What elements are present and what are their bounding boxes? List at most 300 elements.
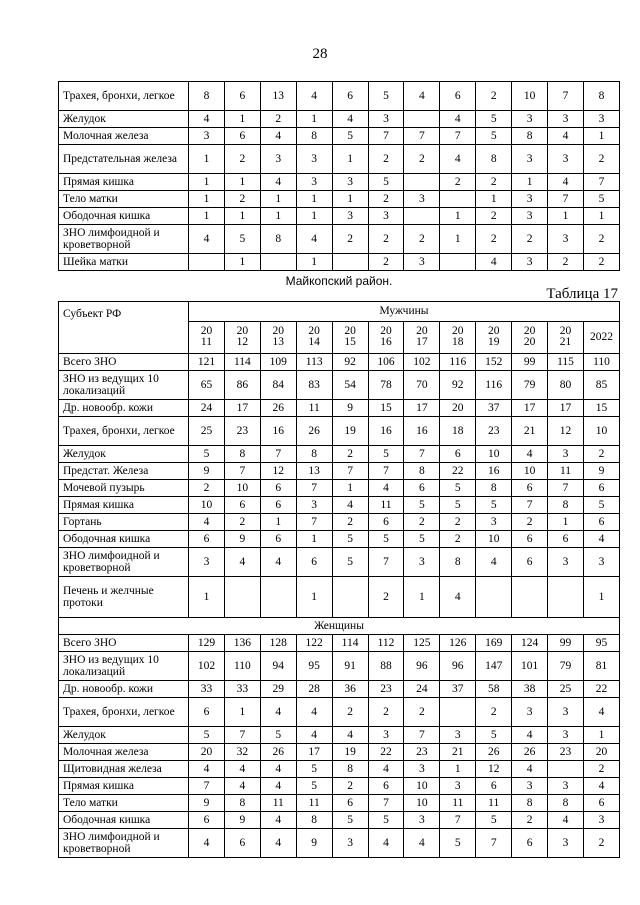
- table-row: [59, 82, 620, 111]
- table-cell: 124: [512, 635, 548, 652]
- table-cell: 8: [512, 128, 548, 145]
- table-cell: 169: [476, 635, 512, 652]
- table-cell: 23: [224, 417, 260, 446]
- row-label: Печень и желчные протоки: [59, 577, 189, 618]
- table-cell: 2: [476, 225, 512, 254]
- table-cell: 1: [189, 191, 225, 208]
- table-cell: 3: [332, 208, 368, 225]
- table-cell: 4: [189, 225, 225, 254]
- table-cell: 3: [583, 812, 619, 829]
- table-cell: 2: [476, 208, 512, 225]
- table-cell: 3: [548, 446, 584, 463]
- table-cell: 5: [332, 128, 368, 145]
- table-cell: 1: [296, 191, 332, 208]
- table-cell: 1: [440, 208, 476, 225]
- year-header: [404, 321, 440, 354]
- table-row: [59, 531, 620, 548]
- table-row: [59, 208, 620, 225]
- table-cell: 5: [368, 82, 404, 111]
- table-cell: 23: [404, 744, 440, 761]
- table-cell: 4: [260, 128, 296, 145]
- table-row: [59, 548, 620, 577]
- row-label: Др. новообр. кожи: [59, 400, 189, 417]
- table-cell: 7: [368, 795, 404, 812]
- table-row: [59, 812, 620, 829]
- year-header: [548, 321, 584, 354]
- table-cell: 2: [332, 446, 368, 463]
- table-row: [59, 497, 620, 514]
- row-label: Гортань: [59, 514, 189, 531]
- table-cell: 1: [260, 514, 296, 531]
- table-row: [59, 174, 620, 191]
- men-header: Мужчины: [189, 302, 620, 322]
- table-cell: 4: [260, 548, 296, 577]
- table-cell: 15: [368, 400, 404, 417]
- table-cell: 4: [368, 761, 404, 778]
- year-line-1: 20: [308, 325, 320, 338]
- table-cell: 5: [296, 761, 332, 778]
- table-cell: 8: [512, 795, 548, 812]
- table-cell: 24: [189, 400, 225, 417]
- table-cell: 5: [476, 812, 512, 829]
- table-cell: 13: [296, 463, 332, 480]
- table-cell: 2: [404, 225, 440, 254]
- table-cell: 122: [296, 635, 332, 652]
- table-cell: 2: [583, 145, 619, 174]
- table-cell: 8: [583, 82, 619, 111]
- table-cell: 95: [583, 635, 619, 652]
- table-cell: 2: [583, 254, 619, 271]
- table-cell: 83: [296, 371, 332, 400]
- year-line-2: 12: [236, 336, 249, 349]
- table-cell: 10: [476, 446, 512, 463]
- table-cell: 7: [512, 497, 548, 514]
- table-cell: 28: [296, 681, 332, 698]
- table-cell: 2: [332, 778, 368, 795]
- table-cell: 6: [512, 548, 548, 577]
- table-cell: 4: [189, 761, 225, 778]
- table-cell: 3: [404, 761, 440, 778]
- table-row: [59, 577, 620, 618]
- table-cell: 7: [332, 463, 368, 480]
- table-cell: 25: [548, 681, 584, 698]
- table-cell: 3: [583, 548, 619, 577]
- table-cell: 3: [548, 548, 584, 577]
- table-cell: 3: [512, 778, 548, 795]
- year-header: [260, 321, 296, 354]
- table-cell: 26: [260, 400, 296, 417]
- table-row: [59, 829, 620, 858]
- table-cell: 8: [548, 497, 584, 514]
- table-cell: 8: [260, 225, 296, 254]
- table-cell: 2: [440, 174, 476, 191]
- table-cell: 22: [368, 744, 404, 761]
- table-cell: 2: [404, 698, 440, 727]
- table-cell: 9: [224, 531, 260, 548]
- table-cell: 91: [332, 652, 368, 681]
- table-cell: [440, 191, 476, 208]
- table-row: [59, 681, 620, 698]
- table-row: [59, 635, 620, 652]
- table-cell: 8: [296, 446, 332, 463]
- table-cell: 88: [368, 652, 404, 681]
- table-cell: 1: [224, 208, 260, 225]
- table-cell: 1: [260, 208, 296, 225]
- table-cell: 6: [189, 698, 225, 727]
- row-label: Шейка матки: [59, 254, 189, 271]
- table-cell: 4: [512, 446, 548, 463]
- table-cell: 10: [189, 497, 225, 514]
- table-cell: 5: [368, 812, 404, 829]
- table-cell: 2: [404, 145, 440, 174]
- table-cell: 4: [189, 514, 225, 531]
- table-cell: 5: [476, 111, 512, 128]
- table-cell: 3: [583, 111, 619, 128]
- row-label: ЗНО лимфоидной и кроветворной: [59, 829, 189, 858]
- table-number: Таблица 17: [546, 286, 618, 302]
- table-cell: [332, 577, 368, 618]
- table-cell: 2: [583, 761, 619, 778]
- table-cell: 5: [332, 548, 368, 577]
- table-cell: 1: [296, 254, 332, 271]
- table-cell: 8: [296, 812, 332, 829]
- table-cell: 33: [224, 681, 260, 698]
- row-label: ЗНО лимфоидной и кроветворной: [59, 225, 189, 254]
- table-cell: 96: [440, 652, 476, 681]
- year-line-2: 16: [380, 336, 392, 349]
- table-cell: 8: [189, 82, 225, 111]
- table-cell: 9: [224, 812, 260, 829]
- table-cell: [548, 761, 584, 778]
- table-cell: 11: [368, 497, 404, 514]
- table-cell: 7: [548, 82, 584, 111]
- table-cell: 2: [476, 698, 512, 727]
- table-row: [59, 514, 620, 531]
- year-line-1: 20: [272, 325, 285, 338]
- row-label: Молочная железа: [59, 128, 189, 145]
- table-cell: 5: [440, 497, 476, 514]
- table-cell: 4: [548, 128, 584, 145]
- table-cell: 10: [404, 778, 440, 795]
- table-cell: 4: [296, 727, 332, 744]
- table-cell: 2: [368, 225, 404, 254]
- table-cell: 2: [512, 225, 548, 254]
- table-cell: 10: [476, 531, 512, 548]
- table-cell: 5: [404, 531, 440, 548]
- table-cell: 1: [224, 698, 260, 727]
- table-cell: 17: [548, 400, 584, 417]
- table-cell: 1: [224, 174, 260, 191]
- table-cell: 1: [189, 174, 225, 191]
- table-cell: 1: [512, 174, 548, 191]
- table-cell: 6: [583, 795, 619, 812]
- table-cell: 102: [189, 652, 225, 681]
- table-cell: 1: [583, 577, 619, 618]
- table-cell: 6: [224, 829, 260, 858]
- table-cell: 99: [512, 354, 548, 371]
- table-cell: 3: [548, 111, 584, 128]
- table-cell: 6: [368, 514, 404, 531]
- year-header: [583, 321, 619, 354]
- table-cell: 6: [440, 82, 476, 111]
- table-cell: 6: [512, 480, 548, 497]
- table-cell: 2: [224, 191, 260, 208]
- row-label: Трахея, бронхи, легкое: [59, 82, 189, 111]
- table-cell: 4: [296, 698, 332, 727]
- table-cell: 2: [583, 446, 619, 463]
- table-cell: 16: [404, 417, 440, 446]
- table-cell: 7: [440, 128, 476, 145]
- table-cell: 7: [368, 548, 404, 577]
- table-cell: 3: [296, 497, 332, 514]
- table-cell: [440, 254, 476, 271]
- table-cell: 106: [368, 354, 404, 371]
- table-cell: 2: [332, 514, 368, 531]
- table-cell: 3: [404, 548, 440, 577]
- table-cell: 7: [404, 727, 440, 744]
- table-cell: [440, 698, 476, 727]
- table-row: [59, 778, 620, 795]
- table-cell: 4: [332, 111, 368, 128]
- table-cell: 2: [224, 514, 260, 531]
- table-cell: 29: [260, 681, 296, 698]
- table-cell: 2: [368, 145, 404, 174]
- table-cell: 5: [224, 225, 260, 254]
- row-label: ЗНО из ведущих 10 локализаций: [59, 652, 189, 681]
- row-label: ЗНО лимфоидной и кроветворной: [59, 548, 189, 577]
- table-cell: 5: [476, 128, 512, 145]
- table-cell: 4: [440, 111, 476, 128]
- table-row: [59, 698, 620, 727]
- table-cell: 3: [368, 208, 404, 225]
- subject-header: Субъект РФ: [59, 302, 189, 354]
- year-line-1: 20: [416, 325, 428, 338]
- table-cell: 86: [224, 371, 260, 400]
- table-cell: 5: [583, 497, 619, 514]
- table-cell: 17: [296, 744, 332, 761]
- table-cell: 3: [368, 111, 404, 128]
- table-cell: 7: [224, 727, 260, 744]
- table-cell: 3: [260, 145, 296, 174]
- table-cell: 7: [404, 446, 440, 463]
- table-row: [59, 652, 620, 681]
- table-cell: 1: [296, 531, 332, 548]
- table-cell: [476, 577, 512, 618]
- row-label: Предстат. Железа: [59, 463, 189, 480]
- table-cell: 110: [583, 354, 619, 371]
- table-cell: 2: [548, 254, 584, 271]
- table-cell: 81: [583, 652, 619, 681]
- table-cell: 2: [368, 698, 404, 727]
- row-label: ЗНО из ведущих 10 локализаций: [59, 371, 189, 400]
- table-cell: 3: [404, 254, 440, 271]
- table-cell: 23: [548, 744, 584, 761]
- table-cell: 1: [296, 208, 332, 225]
- table-cell: 6: [512, 531, 548, 548]
- row-label: Желудок: [59, 446, 189, 463]
- year-line-2: 14: [308, 336, 320, 349]
- table-cell: 1: [583, 208, 619, 225]
- table-row: [59, 111, 620, 128]
- table-cell: 4: [512, 727, 548, 744]
- table-cell: 3: [440, 778, 476, 795]
- table-cell: 16: [368, 417, 404, 446]
- table-cell: 2: [224, 145, 260, 174]
- table-cell: 116: [476, 371, 512, 400]
- table-cell: 26: [260, 744, 296, 761]
- table-row: [59, 191, 620, 208]
- table-row: [59, 795, 620, 812]
- table-cell: 7: [404, 128, 440, 145]
- table-cell: 4: [476, 548, 512, 577]
- table-cell: 12: [260, 463, 296, 480]
- table-cell: 2: [332, 698, 368, 727]
- table-row: [59, 727, 620, 744]
- table-cell: 2: [368, 577, 404, 618]
- table-cell: 2: [583, 829, 619, 858]
- table-cell: 25: [189, 417, 225, 446]
- table-cell: 3: [332, 829, 368, 858]
- table-cell: [548, 577, 584, 618]
- table-cell: 11: [296, 795, 332, 812]
- table-cell: 1: [440, 761, 476, 778]
- table-cell: 1: [189, 208, 225, 225]
- year-line-1: 20: [200, 325, 213, 338]
- table-header-row: [59, 302, 620, 322]
- year-header: [332, 321, 368, 354]
- table-cell: 6: [224, 497, 260, 514]
- table-cell: 80: [548, 371, 584, 400]
- table-cell: 3: [512, 254, 548, 271]
- table-cell: 114: [332, 635, 368, 652]
- table-cell: 7: [583, 174, 619, 191]
- table-cell: 5: [332, 531, 368, 548]
- year-header: [296, 321, 332, 354]
- table-cell: 7: [189, 778, 225, 795]
- table-cell: 22: [440, 463, 476, 480]
- year-header: [224, 321, 260, 354]
- table-cell: 4: [476, 254, 512, 271]
- table-cell: 5: [440, 480, 476, 497]
- table-cell: 1: [440, 225, 476, 254]
- table-cell: 8: [476, 145, 512, 174]
- table-cell: 1: [404, 577, 440, 618]
- table-cell: 21: [512, 417, 548, 446]
- table-cell: 10: [512, 82, 548, 111]
- table-cell: 3: [476, 514, 512, 531]
- table-cell: 8: [332, 761, 368, 778]
- table-cell: 16: [260, 417, 296, 446]
- table-cell: [224, 577, 260, 618]
- table-cell: 17: [512, 400, 548, 417]
- table-cell: 92: [332, 354, 368, 371]
- table-row: [59, 400, 620, 417]
- table-cell: 11: [476, 795, 512, 812]
- table-cell: 116: [440, 354, 476, 371]
- row-label: Щитовидная железа: [59, 761, 189, 778]
- table-cell: 1: [189, 145, 225, 174]
- row-label: Всего ЗНО: [59, 354, 189, 371]
- row-label: Ободочная кишка: [59, 812, 189, 829]
- table-cell: 4: [296, 225, 332, 254]
- table-cell: 9: [189, 463, 225, 480]
- year-line-1: 20: [559, 325, 572, 338]
- year-line-2: 20: [523, 336, 536, 349]
- row-label: Прямая кишка: [59, 174, 189, 191]
- row-label: Трахея, бронхи, легкое: [59, 417, 189, 446]
- year-line-2: 21: [559, 336, 572, 349]
- table-cell: 4: [260, 174, 296, 191]
- table-cell: 4: [404, 829, 440, 858]
- table-cell: 5: [332, 812, 368, 829]
- table-cell: 2: [512, 514, 548, 531]
- table-cell: 13: [260, 82, 296, 111]
- table-cell: 10: [404, 795, 440, 812]
- table-cell: 9: [583, 463, 619, 480]
- year-header: [368, 321, 404, 354]
- women-header: Женщины: [59, 618, 620, 635]
- table-cell: 4: [440, 577, 476, 618]
- table-cell: 4: [583, 778, 619, 795]
- table-cell: 5: [296, 778, 332, 795]
- table-cell: 3: [296, 174, 332, 191]
- table-cell: 5: [368, 531, 404, 548]
- table-cell: 7: [368, 128, 404, 145]
- table-cell: 3: [548, 727, 584, 744]
- table-cell: 6: [189, 531, 225, 548]
- table-17: [58, 301, 620, 858]
- table-cell: 10: [512, 463, 548, 480]
- table-cell: 16: [476, 463, 512, 480]
- table-cell: 70: [404, 371, 440, 400]
- table-cell: 102: [404, 354, 440, 371]
- table-cell: 2: [332, 225, 368, 254]
- table-cell: 3: [512, 208, 548, 225]
- row-label: Мочевой пузырь: [59, 480, 189, 497]
- table-cell: 95: [296, 652, 332, 681]
- table-cell: 5: [260, 727, 296, 744]
- table-row: [59, 254, 620, 271]
- table-cell: 11: [260, 795, 296, 812]
- table-cell: 10: [583, 417, 619, 446]
- table-cell: 3: [548, 829, 584, 858]
- row-label: Молочная железа: [59, 744, 189, 761]
- table-cell: 8: [548, 795, 584, 812]
- table-cell: 113: [296, 354, 332, 371]
- table-cell: 112: [368, 635, 404, 652]
- table-cell: [404, 174, 440, 191]
- table-cell: 36: [332, 681, 368, 698]
- table-cell: 4: [368, 829, 404, 858]
- table-cell: 2: [368, 254, 404, 271]
- table-row: [59, 417, 620, 446]
- table-cell: 1: [224, 111, 260, 128]
- table-cell: 19: [332, 417, 368, 446]
- table-cell: 2: [583, 225, 619, 254]
- table-cell: 3: [296, 145, 332, 174]
- table-cell: 4: [260, 778, 296, 795]
- year-line-1: 20: [452, 325, 464, 338]
- table-cell: 2: [189, 480, 225, 497]
- table-cell: 129: [189, 635, 225, 652]
- table-cell: 8: [440, 548, 476, 577]
- table-cell: 2: [476, 82, 512, 111]
- table-cell: 110: [224, 652, 260, 681]
- table-cell: 37: [440, 681, 476, 698]
- table-cell: [260, 577, 296, 618]
- table-cell: 1: [476, 191, 512, 208]
- row-label: Желудок: [59, 727, 189, 744]
